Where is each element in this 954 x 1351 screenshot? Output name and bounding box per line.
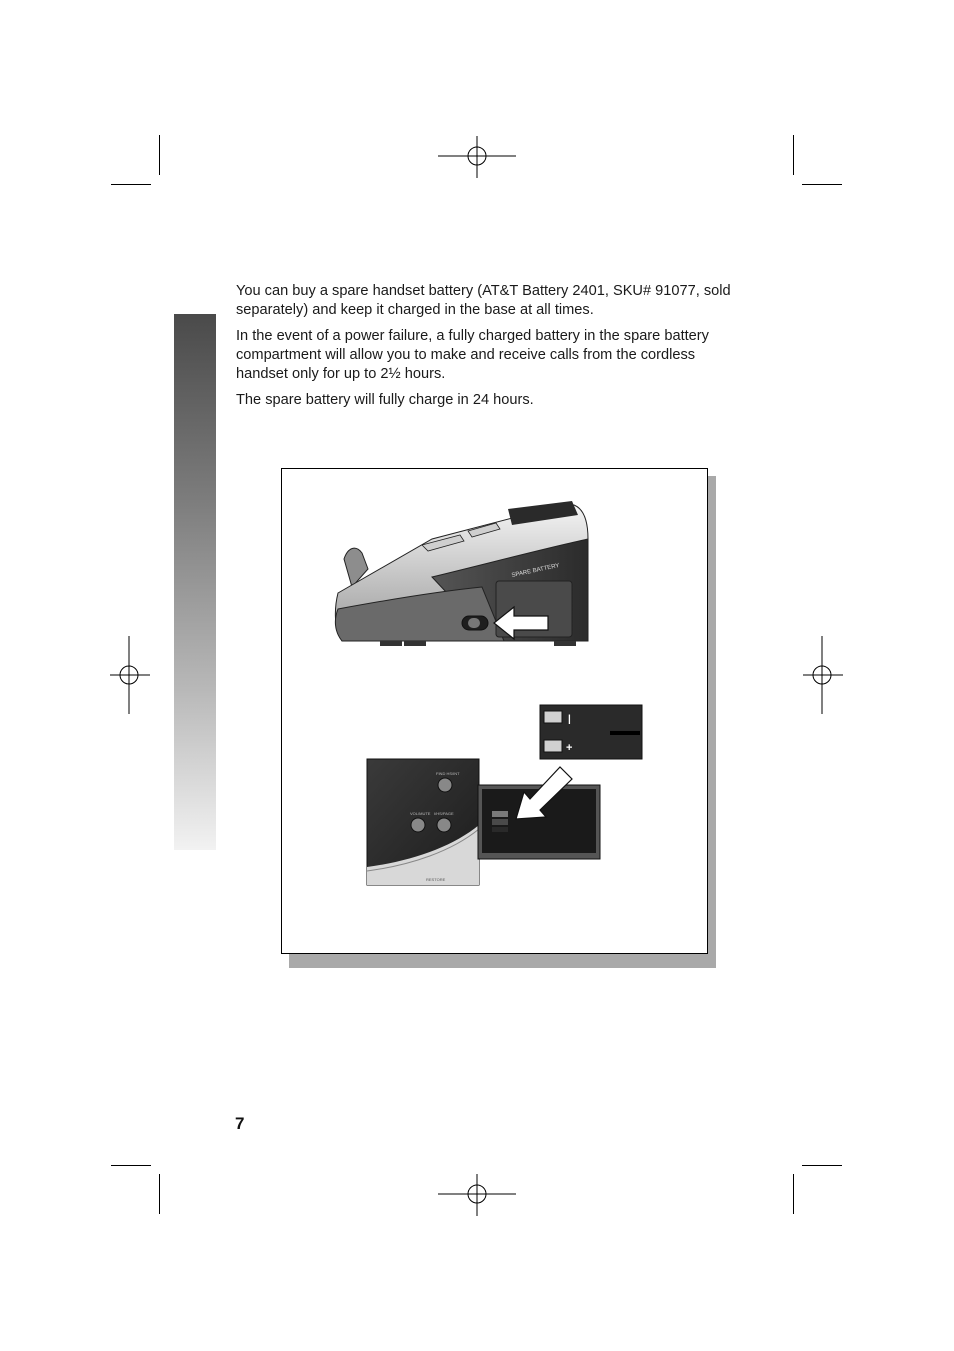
- page-button: [437, 818, 451, 832]
- volume-button: [411, 818, 425, 832]
- registration-mark-top: [438, 136, 516, 178]
- battery-illustration: [282, 469, 707, 953]
- registration-mark-bottom: [438, 1174, 516, 1216]
- crop-mark-tl-h: [111, 184, 151, 185]
- figure-frame: [281, 468, 708, 954]
- battery-polarity-inset: [540, 705, 642, 759]
- instruction-text: [236, 282, 736, 417]
- registration-mark-left: [110, 636, 150, 714]
- crop-mark-bl-h: [111, 1165, 151, 1166]
- inset-minus-label: |: [568, 714, 571, 725]
- crop-mark-bl-v: [159, 1174, 160, 1214]
- crop-mark-tr-v: [793, 135, 794, 175]
- paragraph-charge-time: The spare battery will fully charge in 24 hours.: [236, 392, 534, 408]
- panel-label-left: VOL/MUTE: [410, 811, 431, 816]
- crop-mark-br-h: [802, 1165, 842, 1166]
- panel-label-top: FIND HS/INT: [436, 771, 460, 776]
- phone-base-drawing: [335, 501, 588, 646]
- crop-mark-br-v: [793, 1174, 794, 1214]
- paragraph-power-failure: In the event of a power failure, a fully charged battery in the spare battery compartment will allow you to make and receive calls from the cordless handset only for up to 2½ hours.: [236, 328, 709, 382]
- control-panel-drawing: [367, 759, 600, 885]
- crop-mark-tr-h: [802, 184, 842, 185]
- find-handset-button: [438, 778, 452, 792]
- spare-battery-label: SPARE BATTERY: [511, 562, 561, 579]
- panel-label-right: I/HS/PAGE: [434, 811, 454, 816]
- inset-plus-label: +: [566, 742, 573, 754]
- registration-mark-right: [803, 636, 843, 714]
- paragraph-spare-battery: You can buy a spare handset battery (AT&T Battery 2401, SKU# 91077, sold separately) and keep it charged in the base at all times.: [236, 283, 731, 318]
- panel-label-bottom: RESTORE: [426, 877, 446, 882]
- crop-mark-tl-v: [159, 135, 160, 175]
- section-tab-gradient: [174, 314, 216, 850]
- page-number: 7: [235, 1114, 245, 1133]
